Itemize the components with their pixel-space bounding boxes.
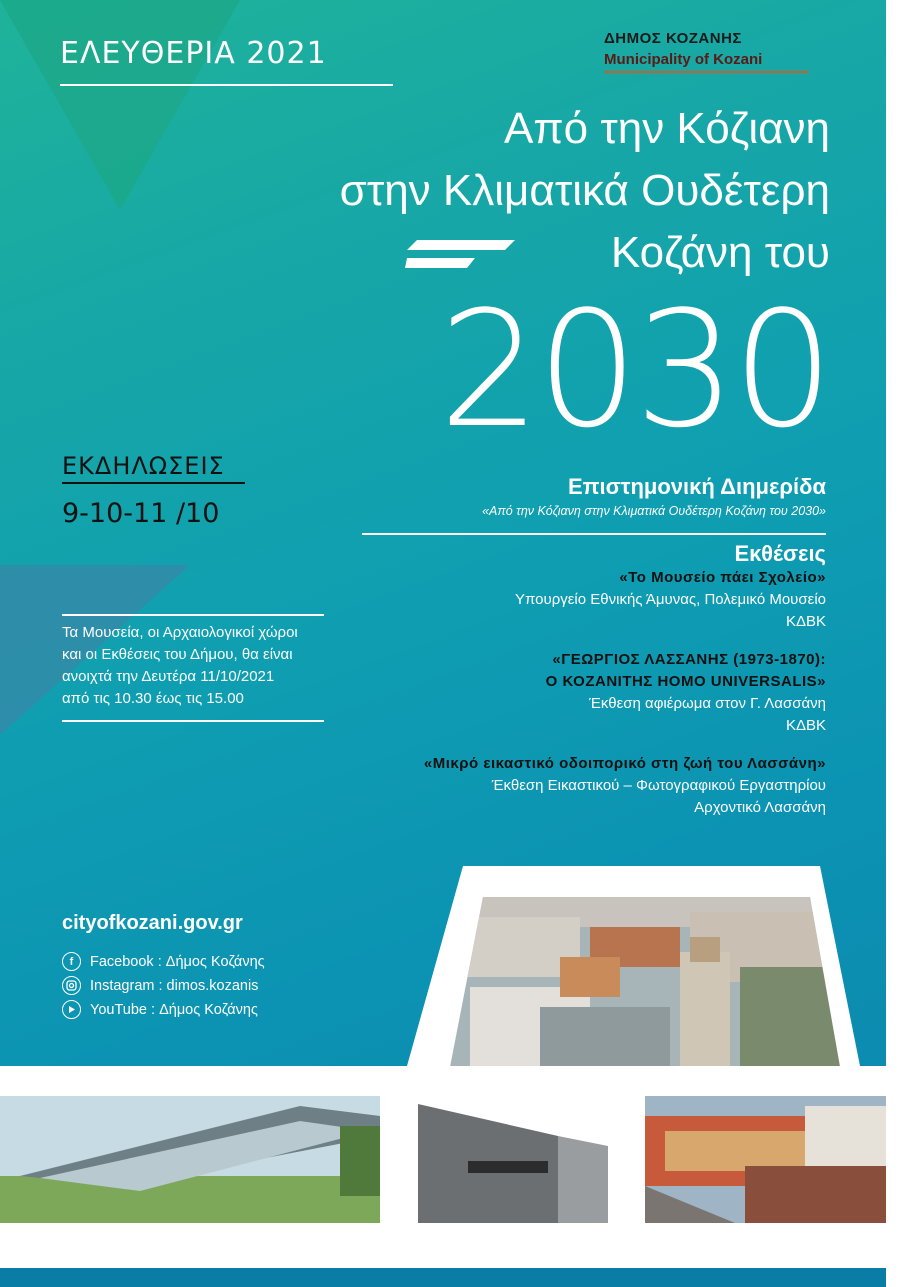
exhibition-item-organizer: Έκθεση αφιέρωμα στον Γ. Λασσάνη: [589, 695, 826, 712]
exhibition-item-venue: ΚΔΒΚ: [785, 717, 826, 734]
modern-building-photo: [408, 1096, 616, 1223]
info-line-2: και οι Εκθέσεις του Δήμου, θα είναι: [62, 646, 293, 663]
headline-line-2: στην Κλιματικά Ουδέτερη: [339, 166, 830, 215]
event-title: ΕΛΕΥΘΕΡΙΑ 2021: [60, 36, 327, 71]
exhibitions-title: Εκθέσεις: [734, 541, 826, 566]
events-dates: 9-10-11 /10: [62, 498, 220, 529]
exhibition-item-venue: ΚΔΒΚ: [785, 613, 826, 630]
exhibition-item-organizer: Έκθεση Εικαστικού – Φωτογραφικού Εργαστηρίου: [491, 777, 826, 794]
bottom-color-band: [0, 1268, 886, 1287]
exhibition-item-title: «Το Μουσείο πάει Σχολείο»: [619, 569, 826, 586]
facebook-label: Facebook : Δήμος Κοζάνης: [90, 953, 265, 970]
page-margin: [886, 0, 910, 1287]
info-line-4: από τις 10.30 έως τις 15.00: [62, 690, 244, 707]
youtube-label: YouTube : Δήμος Κοζάνης: [90, 1001, 258, 1018]
exhibition-item-title: «Μικρό εικαστικό οδοιπορικό στη ζωή του Λασσάνη»: [423, 755, 826, 772]
conference-subtitle: «Από την Κόζιανη στην Κλιματικά Ουδέτερη Κοζάνη του 2030»: [482, 504, 826, 518]
museum-render-photo: [0, 1096, 380, 1223]
school-building-photo: [645, 1096, 886, 1223]
exhibition-item-title-cont: Ο ΚΟΖΑΝΙΤΗΣ HOMO UNIVERSALIS»: [545, 673, 826, 690]
municipality-name-gr: ΔΗΜΟΣ ΚΟΖΑΝΗΣ: [604, 30, 742, 47]
headline-line-3: Κοζάνη του: [610, 228, 830, 277]
headline-line-1: Από την Κόζιανη: [503, 104, 830, 153]
events-title: ΕΚΔΗΛΩΣΕΙΣ: [62, 452, 225, 480]
exhibition-item-venue: Αρχοντικό Λασσάνη: [694, 799, 826, 816]
exhibition-item-organizer: Υπουργείο Εθνικής Άμυνας, Πολεμικό Μουσείο: [515, 591, 826, 608]
info-line-1: Τα Μουσεία, οι Αρχαιολογικοί χώροι: [62, 624, 298, 641]
exhibition-item-title: «ΓΕΩΡΓΙΟΣ ΛΑΣΣΑΝΗΣ (1973-1870):: [552, 651, 826, 668]
city-aerial-photo: [450, 897, 840, 1067]
facebook-icon: f: [62, 952, 81, 971]
conference-title: Επιστημονική Διημερίδα: [567, 474, 826, 499]
headline-year: 2030: [438, 276, 830, 463]
info-line-3: ανοιχτά την Δευτέρα 11/10/2021: [62, 668, 275, 685]
instagram-label: Instagram : dimos.kozanis: [90, 977, 259, 994]
municipality-name-en: Municipality of Kozani: [604, 51, 763, 68]
website-link[interactable]: cityofkozani.gov.gr: [62, 912, 243, 934]
